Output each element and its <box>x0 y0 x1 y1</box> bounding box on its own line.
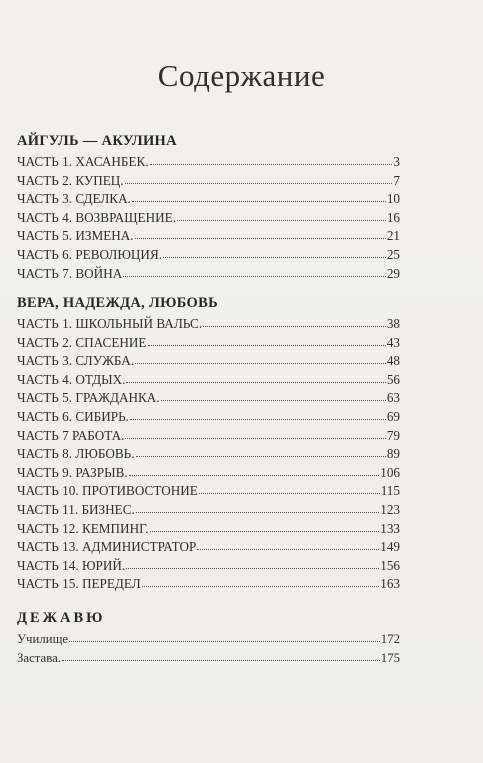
entry-title: ЧАСТЬ 9. РАЗРЫВ. <box>17 464 128 480</box>
dot-leader <box>126 370 385 384</box>
toc-entry <box>17 648 400 667</box>
dot-leader <box>129 463 379 477</box>
toc-entry <box>17 444 400 463</box>
dot-leader <box>197 537 379 551</box>
entry-title: ЧАСТЬ 7 РАБОТА. <box>17 427 125 443</box>
toc-entry <box>17 351 400 370</box>
entry-title: ЧАСТЬ 6. РЕВОЛЮЦИЯ. <box>17 246 163 262</box>
dot-leader <box>199 481 380 495</box>
dot-leader <box>136 500 379 514</box>
dot-leader <box>136 444 386 458</box>
entry-page-number: 89 <box>386 446 400 462</box>
entry-page-number: 175 <box>380 650 400 665</box>
dot-leader <box>161 388 386 402</box>
toc-entry <box>17 629 400 648</box>
entry-page-number: 7 <box>393 172 400 188</box>
entry-page-number: 115 <box>380 483 400 499</box>
toc-entry <box>17 537 400 556</box>
entry-page-number: 79 <box>386 427 400 443</box>
dot-leader <box>177 208 386 222</box>
dot-leader <box>125 426 385 440</box>
entry-title: Застава. <box>17 650 61 665</box>
section-heading: ВЕРА, НАДЕЖДА, ЛЮБОВЬ <box>17 295 218 311</box>
entry-page-number: 16 <box>386 209 400 225</box>
entry-title: ЧАСТЬ 1. ШКОЛЬНЫЙ ВАЛЬС. <box>17 316 203 331</box>
entry-title: ЧАСТЬ 6. СИБИРЬ. <box>17 408 129 424</box>
entry-page-number: 21 <box>386 228 400 244</box>
entry-page-number: 163 <box>380 576 400 592</box>
dot-leader <box>150 152 393 166</box>
dot-leader <box>150 519 380 533</box>
entry-page-number: 106 <box>380 464 400 480</box>
toc-entry <box>17 314 400 333</box>
toc-entry <box>17 189 400 208</box>
dot-leader <box>62 648 380 662</box>
toc-entry <box>17 152 400 171</box>
entry-title: ЧАСТЬ 12. КЕМПИНГ. <box>17 520 149 536</box>
entry-title: ЧАСТЬ 15. ПЕРЕДЕЛ <box>17 576 141 592</box>
entry-page-number: 25 <box>386 246 400 262</box>
toc-entry <box>17 226 400 245</box>
entry-page-number: 123 <box>380 501 400 517</box>
entry-page-number: 38 <box>386 316 400 331</box>
toc-entries <box>17 314 400 593</box>
toc-section <box>17 130 400 282</box>
toc-entry <box>17 333 400 352</box>
toc-entry <box>17 407 400 426</box>
toc-entry <box>17 264 400 283</box>
dot-leader <box>163 245 386 259</box>
entry-title: ЧАСТЬ 13. АДМИНИСТРАТОР <box>17 539 197 555</box>
entry-page-number: 133 <box>380 520 400 536</box>
toc-entry <box>17 481 400 500</box>
page-title: Содержание <box>157 58 326 93</box>
toc-entry <box>17 370 400 389</box>
toc-entries <box>17 152 400 282</box>
toc-entry <box>17 245 400 264</box>
entry-title: ЧАСТЬ 11. БИЗНЕС. <box>17 501 135 517</box>
entry-page-number: 43 <box>386 334 400 350</box>
toc-section <box>17 607 400 666</box>
entry-title: ЧАСТЬ 4. ВОЗВРАЩЕНИЕ. <box>17 209 176 225</box>
section-heading: ДЕЖАВЮ <box>17 610 106 626</box>
toc-entry <box>17 208 400 227</box>
entry-page-number: 3 <box>393 154 400 169</box>
entry-page-number: 56 <box>386 371 400 387</box>
entry-page-number: 172 <box>380 632 400 646</box>
toc-entry <box>17 388 400 407</box>
entry-title: ЧАСТЬ 2. КУПЕЦ. <box>17 172 124 188</box>
dot-leader <box>123 264 386 278</box>
toc-entry <box>17 556 400 575</box>
dot-leader <box>142 574 379 588</box>
entry-title: ЧАСТЬ 10. ПРОТИВОСТОНИЕ <box>17 483 198 499</box>
toc-section <box>17 292 400 593</box>
entry-title: ЧАСТЬ 3. СДЕЛКА. <box>17 191 131 207</box>
dot-leader <box>148 333 386 347</box>
toc-entry <box>17 500 400 519</box>
dot-leader <box>203 314 386 328</box>
entry-page-number: 10 <box>386 191 400 207</box>
entry-page-number: 48 <box>386 353 400 369</box>
toc-entry <box>17 426 400 445</box>
entry-title: ЧАСТЬ 8. ЛЮБОВЬ. <box>17 446 135 462</box>
dot-leader <box>135 226 386 240</box>
entry-title: ЧАСТЬ 7. ВОЙНА <box>17 265 123 281</box>
entry-page-number: 149 <box>380 539 400 555</box>
toc-entry <box>17 463 400 482</box>
dot-leader <box>135 351 386 365</box>
dot-leader <box>132 189 386 203</box>
entry-title: ЧАСТЬ 4. ОТДЫХ. <box>17 371 126 387</box>
section-heading: АЙГУЛЬ — АКУЛИНА <box>17 133 177 149</box>
toc-entries <box>17 629 400 666</box>
toc-entry <box>17 574 400 593</box>
toc-entry <box>17 171 400 190</box>
dot-leader <box>126 556 379 570</box>
entry-title: ЧАСТЬ 5. ИЗМЕНА. <box>17 228 134 244</box>
entry-page-number: 63 <box>386 390 400 406</box>
entry-title: Училище <box>17 632 69 646</box>
entry-page-number: 29 <box>386 265 400 281</box>
entry-title: ЧАСТЬ 1. ХАСАНБЕК. <box>17 154 149 169</box>
entry-title: ЧАСТЬ 3. СЛУЖБА. <box>17 353 135 369</box>
dot-leader <box>130 407 386 421</box>
dot-leader <box>125 171 393 185</box>
dot-leader <box>69 629 380 643</box>
entry-title: ЧАСТЬ 2. СПАСЕНИЕ <box>17 334 147 350</box>
toc-entry <box>17 519 400 538</box>
entry-page-number: 156 <box>380 557 400 573</box>
entry-page-number: 69 <box>386 408 400 424</box>
entry-title: ЧАСТЬ 5. ГРАЖДАНКА. <box>17 390 160 406</box>
entry-title: ЧАСТЬ 14. ЮРИЙ. <box>17 557 126 573</box>
